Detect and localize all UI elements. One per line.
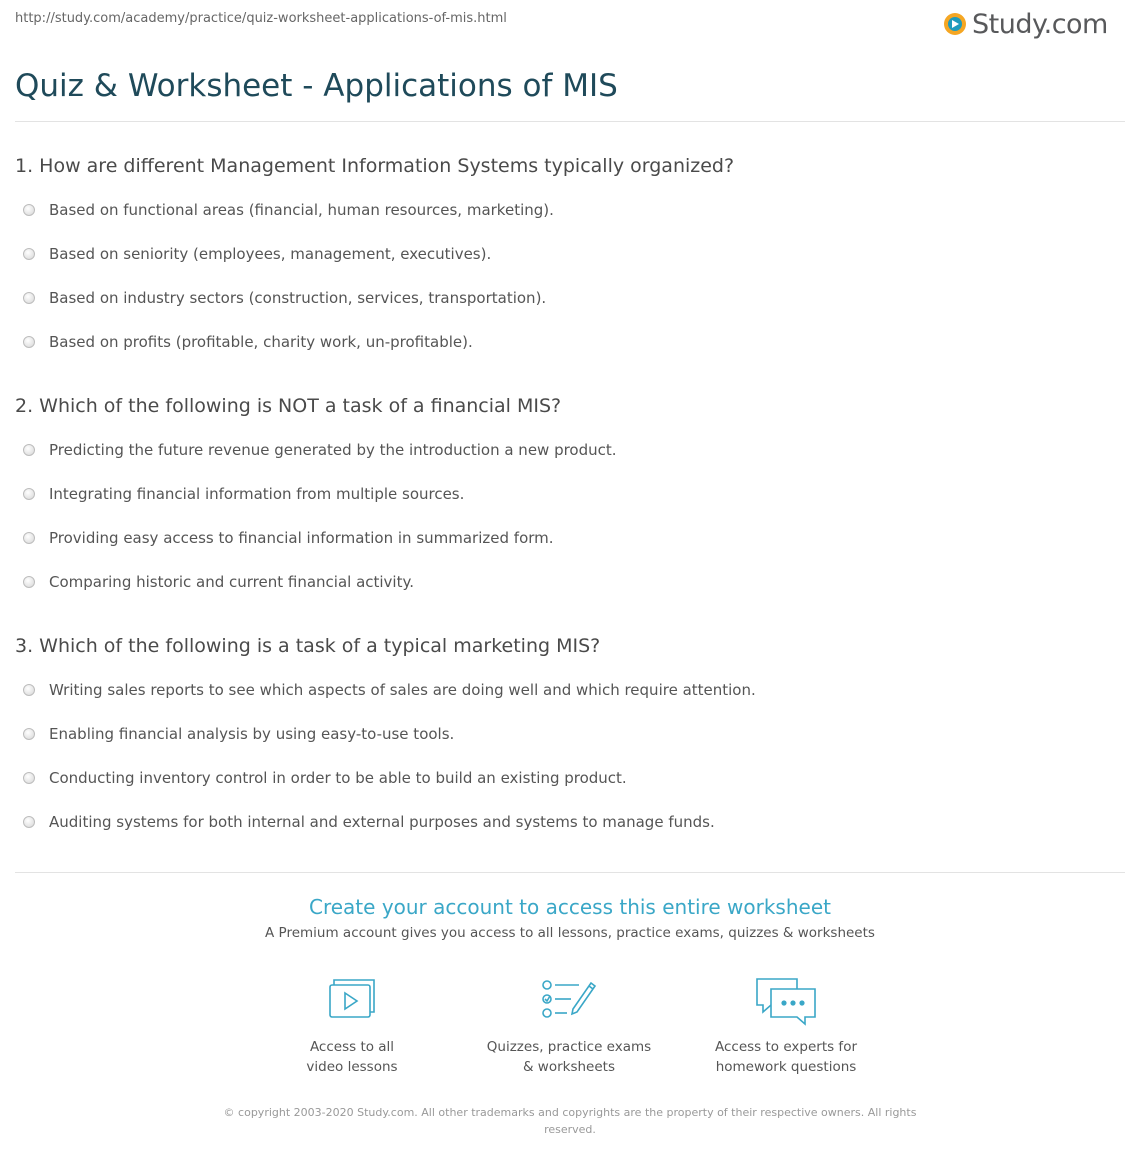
feature-label-line1: Access to all xyxy=(309,1039,395,1055)
feature-experts xyxy=(676,975,896,1077)
option-label: Based on industry sectors (construction, services, transportation). xyxy=(49,289,547,307)
page-url: http://study.com/academy/practice/quiz-worksheet-applications-of-mis.html xyxy=(15,11,507,26)
create-account-link[interactable]: Create your account to access this entire worksheet xyxy=(309,895,831,919)
feature-label-line2: homework questions xyxy=(715,1059,857,1075)
feature-quizzes xyxy=(459,975,679,1077)
answer-option[interactable] xyxy=(23,331,473,353)
answer-option[interactable] xyxy=(23,679,756,701)
title-divider xyxy=(15,121,1125,122)
answer-option[interactable] xyxy=(23,243,491,265)
answer-option[interactable] xyxy=(23,723,454,745)
answer-option[interactable] xyxy=(23,571,414,593)
premium-description: A Premium account gives you access to all lessons, practice exams, quizzes & worksheets xyxy=(265,925,875,941)
option-label: Based on seniority (employees, management, executives). xyxy=(49,245,492,263)
option-label: Integrating financial information from multiple sources. xyxy=(49,485,465,503)
page-title: Quiz & Worksheet - Applications of MIS xyxy=(15,68,618,104)
radio-button[interactable] xyxy=(23,444,35,456)
option-label: Enabling financial analysis by using easy-to-use tools. xyxy=(49,725,455,743)
study-com-logo[interactable] xyxy=(944,5,1108,43)
radio-button[interactable] xyxy=(23,488,35,500)
option-label: Based on profits (profitable, charity work, un-profitable). xyxy=(49,333,473,351)
radio-button[interactable] xyxy=(23,728,35,740)
copyright-footer: © copyright 2003-2020 Study.com. All other trademarks and copyrights are the property of their respective owners. All rights reserved. xyxy=(223,1106,917,1136)
chat-experts-icon xyxy=(676,975,896,1031)
answer-option[interactable] xyxy=(23,199,554,221)
option-label: Writing sales reports to see which aspects of sales are doing well and which require attention. xyxy=(49,681,756,699)
feature-video-lessons xyxy=(242,975,462,1077)
option-label: Predicting the future revenue generated by the introduction a new product. xyxy=(49,441,617,459)
radio-button[interactable] xyxy=(23,204,35,216)
option-label: Comparing historic and current financial activity. xyxy=(49,573,414,591)
option-label: Providing easy access to financial information in summarized form. xyxy=(49,529,554,547)
radio-button[interactable] xyxy=(23,576,35,588)
question-2: 2. Which of the following is NOT a task of a financial MIS? xyxy=(15,395,562,417)
answer-option[interactable] xyxy=(23,483,464,505)
radio-button[interactable] xyxy=(23,248,35,260)
radio-button[interactable] xyxy=(23,816,35,828)
radio-button[interactable] xyxy=(23,292,35,304)
logo-text: Study.com xyxy=(972,8,1108,40)
answer-option[interactable] xyxy=(23,287,546,309)
question-3: 3. Which of the following is a task of a typical marketing MIS? xyxy=(15,635,601,657)
feature-label-line2: & worksheets xyxy=(522,1059,615,1075)
video-lessons-icon xyxy=(242,975,462,1031)
answer-option[interactable] xyxy=(23,527,554,549)
radio-button[interactable] xyxy=(23,684,35,696)
feature-label-line2: video lessons xyxy=(306,1059,398,1075)
answer-option[interactable] xyxy=(23,439,617,461)
option-label: Based on functional areas (financial, human resources, marketing). xyxy=(49,201,554,219)
radio-button[interactable] xyxy=(23,336,35,348)
radio-button[interactable] xyxy=(23,532,35,544)
question-1: 1. How are different Management Information Systems typically organized? xyxy=(15,155,735,177)
option-label: Conducting inventory control in order to be able to build an existing product. xyxy=(49,769,627,787)
radio-button[interactable] xyxy=(23,772,35,784)
option-label: Auditing systems for both internal and external purposes and systems to manage funds. xyxy=(49,813,715,831)
answer-option[interactable] xyxy=(23,811,715,833)
feature-label-line1: Quizzes, practice exams xyxy=(486,1039,652,1055)
feature-label-line1: Access to experts for xyxy=(714,1039,857,1055)
answer-option[interactable] xyxy=(23,767,627,789)
cta-divider xyxy=(15,872,1125,873)
play-logo-icon xyxy=(944,13,966,35)
quiz-checklist-icon xyxy=(459,975,679,1031)
